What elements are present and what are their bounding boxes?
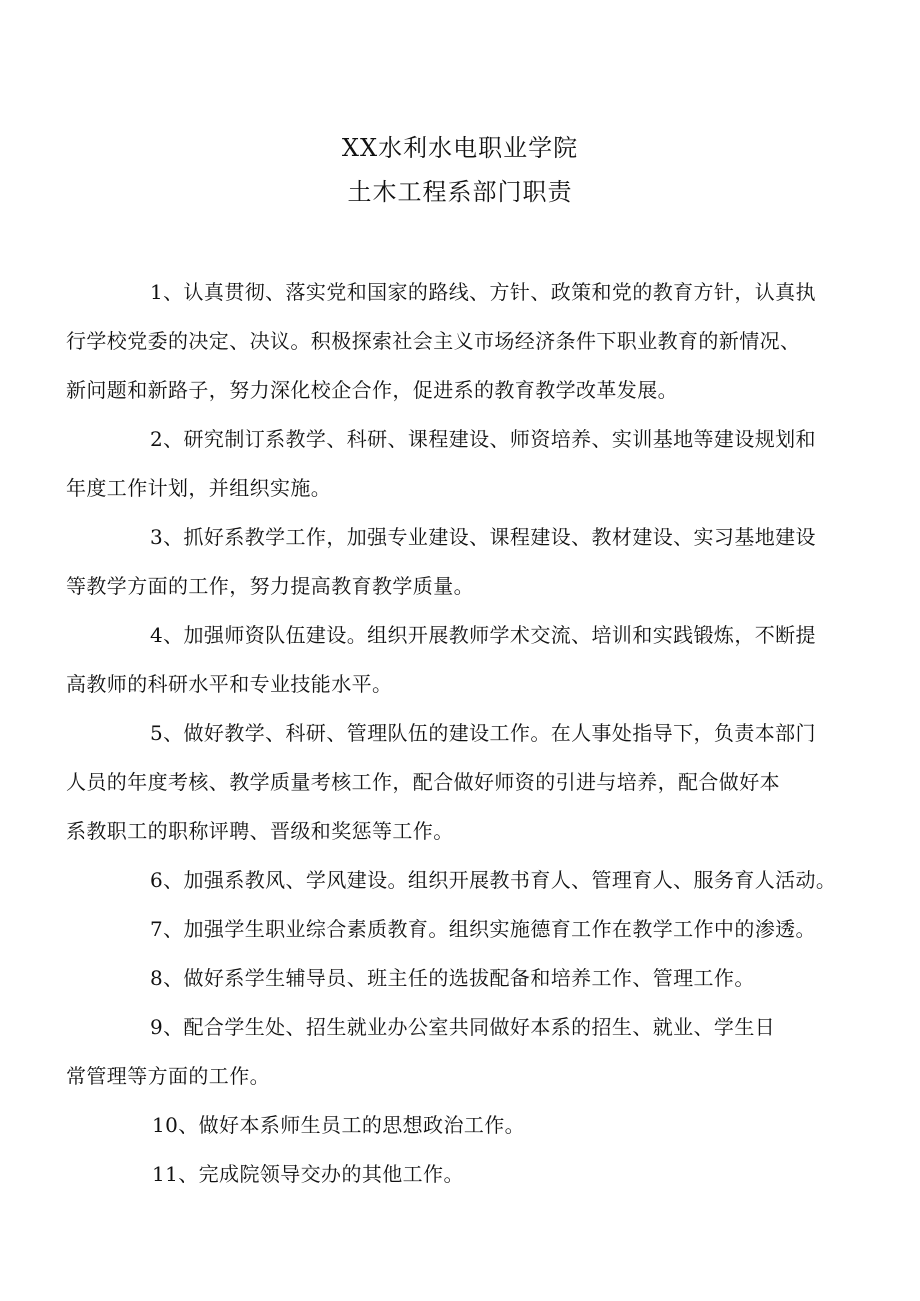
paragraph-line: 11、完成院领导交办的其他工作。: [152, 1162, 464, 1186]
duty-paragraph-1: [66, 268, 828, 415]
duty-paragraph-8: [108, 954, 828, 1003]
paragraph-line: 1、认真贯彻、落实党和国家的路线、方针、政策和党的教育方针，认真执: [150, 280, 816, 304]
paragraph-line: 高教师的科研水平和专业技能水平。: [66, 672, 393, 696]
paragraph-line: 5、做好教学、科研、管理队伍的建设工作。在人事处指导下，负责本部门: [150, 721, 816, 745]
paragraph-line: 新问题和新路子，努力深化校企合作，促进系的教育教学改革发展。: [66, 378, 678, 402]
paragraph-line: 4、加强师资队伍建设。组织开展教师学术交流、培训和实践锻炼，不断提: [150, 623, 816, 647]
document-body: [66, 268, 837, 1199]
paragraph-line: 10、做好本系师生员工的思想政治工作。: [152, 1113, 526, 1137]
duty-paragraph-7: [108, 905, 828, 954]
paragraph-line: 人员的年度考核、教学质量考核工作，配合做好师资的引进与培养，配合做好本: [66, 770, 780, 794]
paragraph-line: 2、研究制订系教学、科研、课程建设、师资培养、实训基地等建设规划和: [150, 427, 816, 451]
duty-paragraph-3: [66, 513, 828, 611]
duty-paragraph-4: [66, 611, 828, 709]
paragraph-line: 9、配合学生处、招生就业办公室共同做好本系的招生、就业、学生日: [150, 1015, 776, 1039]
paragraph-line: 等教学方面的工作，努力提高教育教学质量。: [66, 574, 474, 598]
document-title: XX水利水电职业学院: [341, 134, 579, 162]
duty-paragraph-11: [108, 1150, 828, 1199]
paragraph-line: 7、加强学生职业综合素质教育。组织实施德育工作在教学工作中的渗透。: [150, 917, 816, 941]
paragraph-line: 系教职工的职称评聘、晋级和奖惩等工作。: [66, 819, 454, 843]
duty-paragraph-9: [66, 1003, 828, 1101]
paragraph-line: 行学校党委的决定、决议。积极探索社会主义市场经济条件下职业教育的新情况、: [66, 329, 801, 353]
duty-paragraph-5: [66, 709, 828, 856]
paragraph-line: 年度工作计划，并组织实施。: [66, 476, 332, 500]
paragraph-line: 6、加强系教风、学风建设。组织开展教书育人、管理育人、服务育人活动。: [150, 868, 837, 892]
paragraph-line: 3、抓好系教学工作，加强专业建设、课程建设、教材建设、实习基地建设: [150, 525, 816, 549]
duty-paragraph-6: [108, 856, 837, 905]
document-subtitle: 土木工程系部门职责: [347, 178, 573, 206]
title-block: [0, 126, 920, 214]
paragraph-line: 8、做好系学生辅导员、班主任的选拔配备和培养工作、管理工作。: [150, 966, 755, 990]
duty-paragraph-2: [66, 415, 828, 513]
paragraph-line: 常管理等方面的工作。: [66, 1064, 270, 1088]
duty-paragraph-10: [108, 1101, 828, 1150]
